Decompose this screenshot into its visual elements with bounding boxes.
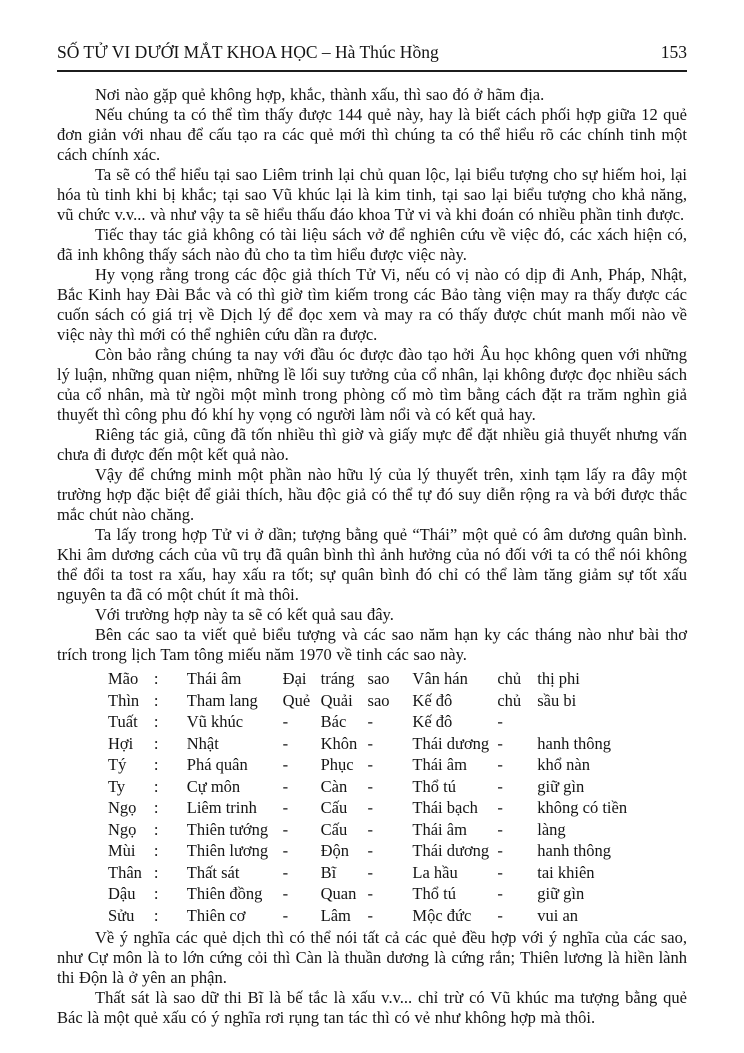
table-row <box>108 883 687 905</box>
cell-meaning <box>537 711 687 733</box>
table-row <box>108 905 687 927</box>
cell-year-star: Thái dương <box>412 733 490 753</box>
cell-meaning: hanh thông <box>537 841 612 860</box>
cell-star: Liêm trinh <box>186 798 257 817</box>
cell-star: Thiên lương <box>186 841 269 860</box>
cell-star: Thiên cơ <box>186 905 246 925</box>
cell-que-prefix: - <box>282 798 289 817</box>
cell-meaning: sầu bi <box>537 690 577 710</box>
cell-meaning: làng <box>537 819 566 839</box>
cell-que-name: Càn <box>320 776 348 796</box>
cell-que-name: Lâm <box>320 905 351 925</box>
cell-colon: : <box>153 841 159 860</box>
cell-year-star: Mộc đức <box>412 905 472 925</box>
cell-star: Cự môn <box>186 776 241 796</box>
paragraph: Còn bảo rằng chúng ta nay với đầu óc được đào tạo hởi Âu học không quen với những lý luận, những quan niệm, những lề lối suy tưởng của cổ nhân, lại không được đọc nhiều sách của cổ nhân, mà từ ngồi một mình trong phòng cố mò tìm bằng cách đặt ra trăm nghìn giả thuyết thì công phu đó khí hy vọng có người làm nổi và có kết quả hay. <box>57 345 687 424</box>
cell-year-star: Kế đô <box>412 690 453 710</box>
cell-meaning: tai khiên <box>537 862 595 882</box>
cell-sao-label: - <box>367 776 374 796</box>
cell-star: Nhật <box>186 733 219 753</box>
table-row <box>108 668 687 690</box>
cell-meaning: hanh thông <box>537 733 612 753</box>
paragraph: Riêng tác giả, cũng đã tốn nhiều thì giờ và giấy mực để đặt nhiều giả thuyết nhưng vấn chưa đi được đến một kết quả nào. <box>57 425 687 464</box>
cell-branch: Tý <box>108 755 127 774</box>
cell-colon: : <box>153 884 159 903</box>
table-row <box>108 711 687 733</box>
cell-colon: : <box>153 905 159 925</box>
cell-year-star: Thái âm <box>412 819 467 839</box>
paragraph: Tiếc thay tác giả không có tài liệu sách vở để nghiên cứu về việc đó, các xách hiện có, đã inh không thấy sách nào đủ cho ta tìm hiểu được việc này. <box>57 225 687 264</box>
paragraph: Bên các sao ta viết quẻ biểu tượng và các sao năm hạn ky các tháng nào như bài thơ trích trong lịch Tam tông miếu năm 1970 về tinh các sao này. <box>57 625 687 664</box>
cell-star: Thiên tướng <box>186 819 269 839</box>
cell-colon: : <box>153 776 159 796</box>
cell-meaning: không có tiền <box>537 798 628 817</box>
paragraph: Thất sát là sao dữ thi Bĩ là bế tắc là xấu v.v... chỉ trừ có Vũ khúc ma tượng bằng quẻ Bác là một quẻ xấu có ý nghĩa rơi rụng tan tác thì có vẻ như không hợp mà thôi. <box>57 988 687 1027</box>
cell-chu-label: - <box>497 884 503 903</box>
cell-branch: Ty <box>108 776 126 796</box>
cell-colon: : <box>153 819 159 839</box>
table-row <box>108 690 687 712</box>
cell-branch: Tuất <box>108 712 138 731</box>
cell-year-star: Thổ tú <box>412 776 456 796</box>
cell-que-prefix: - <box>282 841 289 860</box>
cell-colon: : <box>153 755 159 774</box>
table-row <box>108 819 687 841</box>
paragraph: Với trường hợp này ta sẽ có kết quả sau đây. <box>95 605 394 624</box>
cell-que-name: Độn <box>320 841 350 860</box>
paragraph: Ta sẽ có thể hiểu tại sao Liêm trinh lại chủ quan lộc, lại biểu tượng cho sự hiếm hoi, lại hóa tù tinh khi bị khắc; tại sao Vũ khúc lại là kim tinh, tại sao lại biểu tượng cho khả năng, vũ chức v.v... và như vậy ta sẽ hiểu thấu đáo khoa Tử vi và khi đoán có nhiều phần tinh được. <box>57 165 687 224</box>
cell-que-prefix: - <box>282 884 289 903</box>
cell-que-name: Khôn <box>320 733 358 753</box>
cell-branch: Hợi <box>108 733 134 753</box>
cell-sao-label: - <box>367 905 374 925</box>
cell-star: Phá quân <box>186 755 248 774</box>
cell-sao-label: - <box>367 798 374 817</box>
cell-que-prefix: - <box>282 819 289 839</box>
cell-branch: Thân <box>108 862 142 882</box>
paragraph: Nếu chúng ta có thể tìm thấy được 144 quẻ này, hay là biết cách phối hợp giữa 12 quẻ đơn giản với nhau để cấu tạo ra các quẻ mới thì chúng ta có thể hiểu rõ các chính tinh một cách chính xác. <box>57 105 687 164</box>
cell-que-name: Quải <box>320 690 353 710</box>
cell-year-star: Kế đô <box>412 712 453 731</box>
cell-sao-label: - <box>367 755 374 774</box>
table-row <box>108 776 687 798</box>
cell-meaning: khổ nàn <box>537 755 590 774</box>
cell-que-prefix: Đại <box>282 669 307 688</box>
table-row <box>108 754 687 776</box>
cell-que-prefix: - <box>282 905 289 925</box>
table-row <box>108 733 687 755</box>
cell-star: Tham lang <box>186 690 258 710</box>
cell-que-prefix: - <box>282 733 289 753</box>
cell-branch: Ngọ <box>108 798 137 817</box>
cell-sao-label: - <box>367 733 374 753</box>
cell-que-name: Bĩ <box>320 862 337 882</box>
cell-que-name: Cấu <box>320 819 348 839</box>
cell-sao-label: - <box>367 884 374 903</box>
cell-que-prefix: - <box>282 776 289 796</box>
cell-branch: Mùi <box>108 841 136 860</box>
cell-colon: : <box>153 712 159 731</box>
paragraph: Hy vọng rằng trong các độc giả thích Tử Vi, nếu có vị nào có dịp đi Anh, Pháp, Nhật, Bắc Kinh hay Đài Bắc và có thì giờ tìm kiếm trong các Bảo tàng viện may ra thấy được các cuốn sách có giá trị về Dịch lý để đọc xem và may ra có thấy được chút manh mối nào về việc này thì mới có thể nghiên cứu dần ra được. <box>57 265 687 344</box>
cell-que-prefix: Quẻ <box>282 690 311 710</box>
cell-year-star: Thái âm <box>412 755 467 774</box>
cell-chu-label: - <box>497 712 503 731</box>
cell-chu-label: - <box>497 819 503 839</box>
paragraph: Vậy để chứng minh một phần nào hữu lý của lý thuyết trên, xinh tạm lấy ra đây một trường hợp đặc biệt để giải thích, hầu độc giả có thể tự đó suy diễn rộng ra và bới được thắc mắc chút nào chăng. <box>57 465 687 524</box>
cell-branch: Ngọ <box>108 819 137 839</box>
cell-branch: Dậu <box>108 884 136 903</box>
table-row <box>108 840 687 862</box>
paragraph: Nơi nào gặp quẻ không hợp, khắc, thành xấu, thì sao đó ở hãm địa. <box>95 85 545 104</box>
cell-colon: : <box>153 669 159 688</box>
cell-chu-label: - <box>497 733 503 753</box>
cell-meaning: giữ gìn <box>537 884 585 903</box>
body-text <box>57 85 687 1028</box>
cell-colon: : <box>153 798 159 817</box>
header-rule <box>57 70 687 72</box>
cell-que-prefix: - <box>282 862 289 882</box>
cell-meaning: vui an <box>537 905 579 925</box>
cell-chu-label: - <box>497 798 503 817</box>
cell-que-name: tráng <box>320 669 355 688</box>
cell-colon: : <box>153 733 159 753</box>
cell-chu-label: - <box>497 776 503 796</box>
cell-branch: Sửu <box>108 905 135 925</box>
cell-chu-label: - <box>497 862 503 882</box>
cell-chu-label: chủ <box>497 669 522 688</box>
page-header <box>57 40 687 64</box>
cell-que-name: Bác <box>320 712 347 731</box>
cell-sao-label: - <box>367 841 374 860</box>
cell-chu-label: - <box>497 755 503 774</box>
paragraph: Ta lấy trong hợp Tử vi ở dần; tượng bằng quẻ “Thái” một quẻ có âm dương quân bình. Khi âm dương cách của vũ trụ đã quân bình thì ảnh hưởng của nó đối với ta có thể nói không thể đổi ta tost ra xấu, hay xấu ra tốt; sự quân bình đó chỉ có thể làm tăng giảm sự tốt xấu nguyên ta đã có một chút ít mà thôi. <box>57 525 687 604</box>
cell-sao-label: - <box>367 819 374 839</box>
cell-sao-label: - <box>367 712 374 731</box>
cell-meaning: giữ gìn <box>537 776 585 796</box>
cell-star: Vũ khúc <box>186 712 244 731</box>
star-hexagram-table <box>108 668 687 926</box>
cell-branch: Mão <box>108 669 139 688</box>
cell-star: Thiên đồng <box>186 884 263 903</box>
cell-sao-label: - <box>367 862 374 882</box>
cell-year-star: Thổ tú <box>412 884 456 903</box>
cell-colon: : <box>153 862 159 882</box>
cell-year-star: Thái bạch <box>412 798 478 817</box>
running-title: SỐ TỬ VI DƯỚI MẮT KHOA HỌC – Hà Thúc Hồng <box>57 42 439 62</box>
cell-que-name: Quan <box>320 884 357 903</box>
cell-sao-label: sao <box>367 690 390 710</box>
paragraph: Về ý nghĩa các quẻ dịch thì có thể nói tất cả các quẻ đều hợp với ý nghĩa của các sao, như Cự môn là to lớn cứng cỏi thì Càn là thuần dương là cứng rắn; Thiên lương là hiền lành thi Độn là ở yên an phận. <box>57 928 687 987</box>
star-table-body <box>108 668 687 926</box>
cell-chu-label: - <box>497 905 503 925</box>
cell-que-prefix: - <box>282 755 289 774</box>
cell-sao-label: sao <box>367 669 390 688</box>
cell-chu-label: - <box>497 841 503 860</box>
table-row <box>108 797 687 819</box>
cell-que-prefix: - <box>282 712 289 731</box>
cell-que-name: Phục <box>320 755 354 774</box>
cell-year-star: Thái dương <box>412 841 490 860</box>
cell-chu-label: chủ <box>497 690 522 710</box>
table-row <box>108 862 687 884</box>
cell-meaning: thị phi <box>537 669 580 688</box>
cell-branch: Thìn <box>108 690 140 710</box>
cell-year-star: La hầu <box>412 862 458 882</box>
cell-colon: : <box>153 690 159 710</box>
cell-star: Thất sát <box>186 862 240 882</box>
cell-que-name: Cấu <box>320 798 348 817</box>
cell-star: Thái âm <box>186 669 242 688</box>
page-number: 153 <box>660 42 687 62</box>
cell-year-star: Vân hán <box>412 669 468 688</box>
